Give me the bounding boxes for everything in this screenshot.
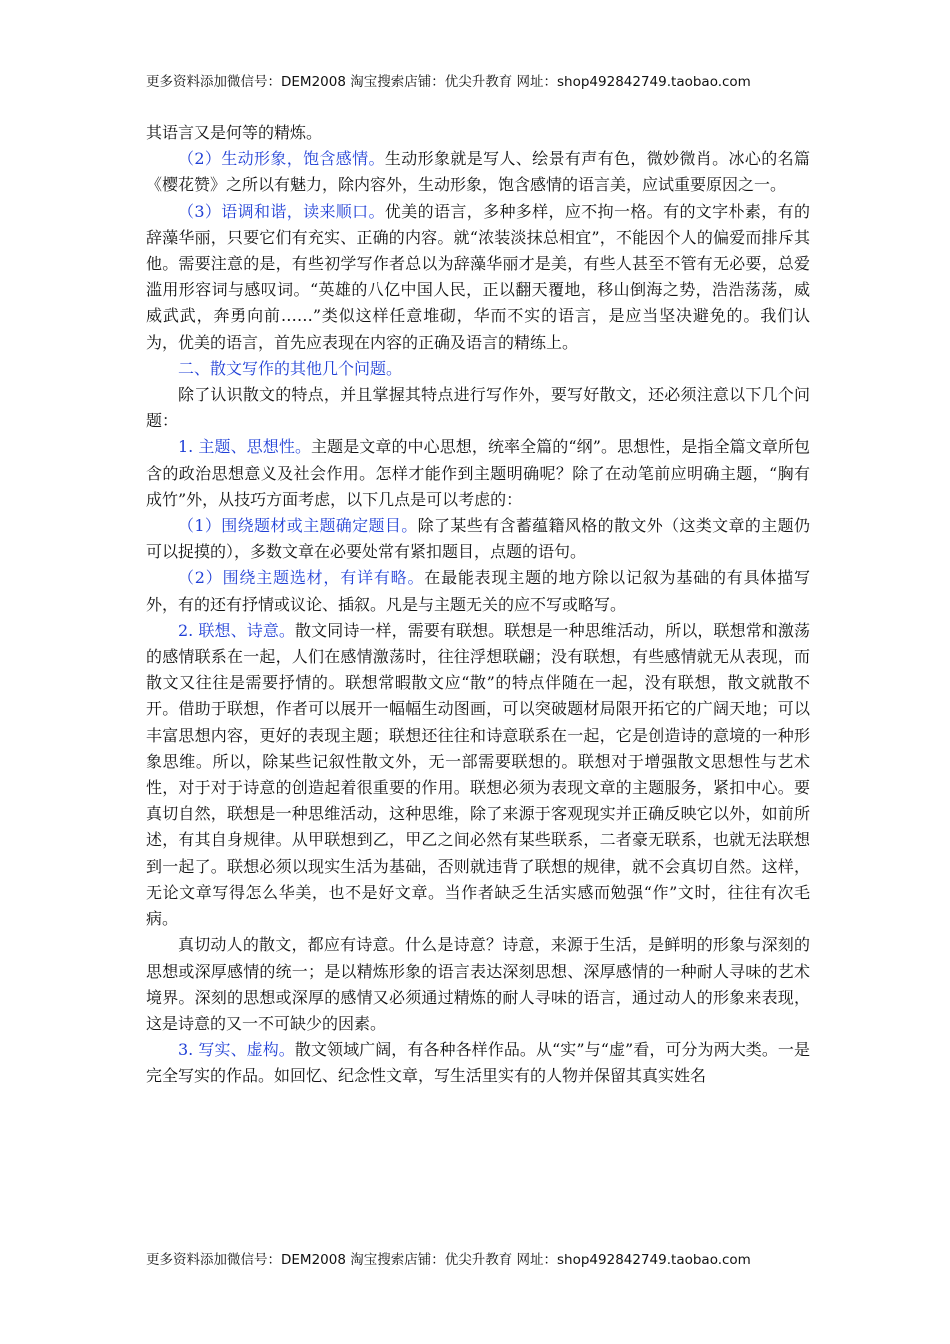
paragraph-text: 真切动人的散文，都应有诗意。什么是诗意？诗意，来源于生活，是鲜明的形象与深刻的思想或深厚感情的统一；是以精炼形象的语言表达深刻思想、深厚感情的一种耐人寻味的艺术境界。深刻的思想或深厚的感情又必须通过精炼的耐人寻味的语言，通过动人的形象来表现，这是诗意的又一不可缺少的因素。 [146,935,810,1033]
paragraph-6 [146,434,810,513]
paragraph-2 [146,146,810,198]
section-heading [146,356,810,382]
paragraph-text: 其语言又是何等的精炼。 [146,123,323,142]
paragraph-7 [146,513,810,565]
paragraph-1 [146,120,810,146]
document-body [146,120,810,1090]
section-heading-text: 二、散文写作的其他几个问题。 [178,358,403,378]
paragraph-text: 散文同诗一样，需要有联想。联想是一种思维活动，所以，联想常和激荡的感情联系在一起，人们在感情激荡时，往往浮想联翩；没有联想，有些感情就无从表现，而散文又往往是需要抒情的。联想常暇散文应“散”的特点伴随在一起，没有联想，散文就散不开。借助于联想，作者可以展开一幅幅生动图画，可以突破题材局限开拓它的广阔天地；可以丰富思想内容，更好的表现主题；联想还往往和诗意联系在一起，它是创造诗的意境的一种形象思维。所以，除某些记叙性散文外，无一部需要联想的。联想对于增强散文思想性与艺术性，对于对于诗意的创造起着很重要的作用。联想必须为表现文章的主题服务，紧扣中心。要真切自然，联想是一种思维活动，这种思维，除了来源于客观现实并正确反映它以外，如前所述，有其自身规律。从甲联想到乙，甲乙之间必然有某些联系，二者豪无联系，也就无法联想到一起了。联想必须以现实生活为基础，否则就违背了联想的规律，就不会真切自然。这样，无论文章写得怎么华美，也不是好文章。当作者缺乏生活实感而勉强“作”文时，往往有次毛病。 [146,620,810,929]
paragraph-10 [146,932,810,1037]
paragraph-lead: 1. 主题、思想性。 [178,437,312,457]
paragraph-lead: 2. 联想、诗意。 [178,620,296,640]
paragraph-lead: 3. 写实、虚构。 [178,1040,295,1060]
paragraph-text: 散文领域广阔，有各种各样作品。从“实”与“虚”看，可分为两大类。一是完全写实的作品。如回忆、纪念性文章，写生活里实有的人物并保留其真实姓名 [146,1040,810,1086]
paragraph-lead: （2）围绕主题选材，有详有略。 [178,568,425,588]
paragraph-5 [146,382,810,434]
paragraph-11 [146,1037,810,1089]
paragraph-3 [146,199,810,356]
paragraph-text: 除了某些有含蓄蕴籍风格的散文外（这类文章的主题仍可以捉摸的），多数文章在必要处常有紧扣题目，点题的语句。 [146,516,810,562]
page-footer: 更多资料添加微信号：DEM2008 淘宝搜索店铺：优尖升教育 网址：shop492842749.taobao.com [146,1252,751,1268]
paragraph-lead: （2）生动形象，饱含感情。 [178,149,385,169]
paragraph-lead: （3）语调和谐，读来顺口。 [178,201,385,221]
page-header: 更多资料添加微信号：DEM2008 淘宝搜索店铺：优尖升教育 网址：shop492842749.taobao.com [146,74,751,90]
paragraph-8 [146,565,810,617]
paragraph-text: 主题是文章的中心思想，统率全篇的“纲”。思想性，是指全篇文章所包含的政治思想意义及社会作用。怎样才能作到主题明确呢？除了在动笔前应明确主题，“胸有成竹”外，从技巧方面考虑，以下几点是可以考虑的： [146,437,810,509]
paragraph-lead: （1）围绕题材或主题确定题目。 [178,516,418,536]
paragraph-text: 在最能表现主题的地方除以记叙为基础的有具体描写外，有的还有抒情或议论、插叙。凡是与主题无关的应不写或略写。 [146,568,810,614]
paragraph-text: 优美的语言，多种多样，应不拘一格。有的文字朴素，有的辞藻华丽，只要它们有充实、正确的内容。就“浓装淡抹总相宜”，不能因个人的偏爱而排斥其他。需要注意的是，有些初学写作者总以为辞藻华丽才是美，有些人甚至不管有无必要，总爱滥用形容词与感叹词。“英雄的八亿中国人民，正以翻天覆地，移山倒海之势，浩浩荡荡，威威武武，奔勇向前……”类似这样任意堆砌，华而不实的语言，是应当坚决避免的。我们认为，优美的语言，首先应表现在内容的正确及语言的精练上。 [146,201,810,352]
paragraph-text: 除了认识散文的特点，并且掌握其特点进行写作外，要写好散文，还必须注意以下几个问题： [146,385,810,431]
paragraph-9 [146,618,810,932]
paragraph-text: 生动形象就是写人、绘景有声有色，微妙微肖。冰心的名篇《樱花赞》之所以有魅力，除内容外，生动形象，饱含感情的语言美，应试重要原因之一。 [146,149,810,195]
